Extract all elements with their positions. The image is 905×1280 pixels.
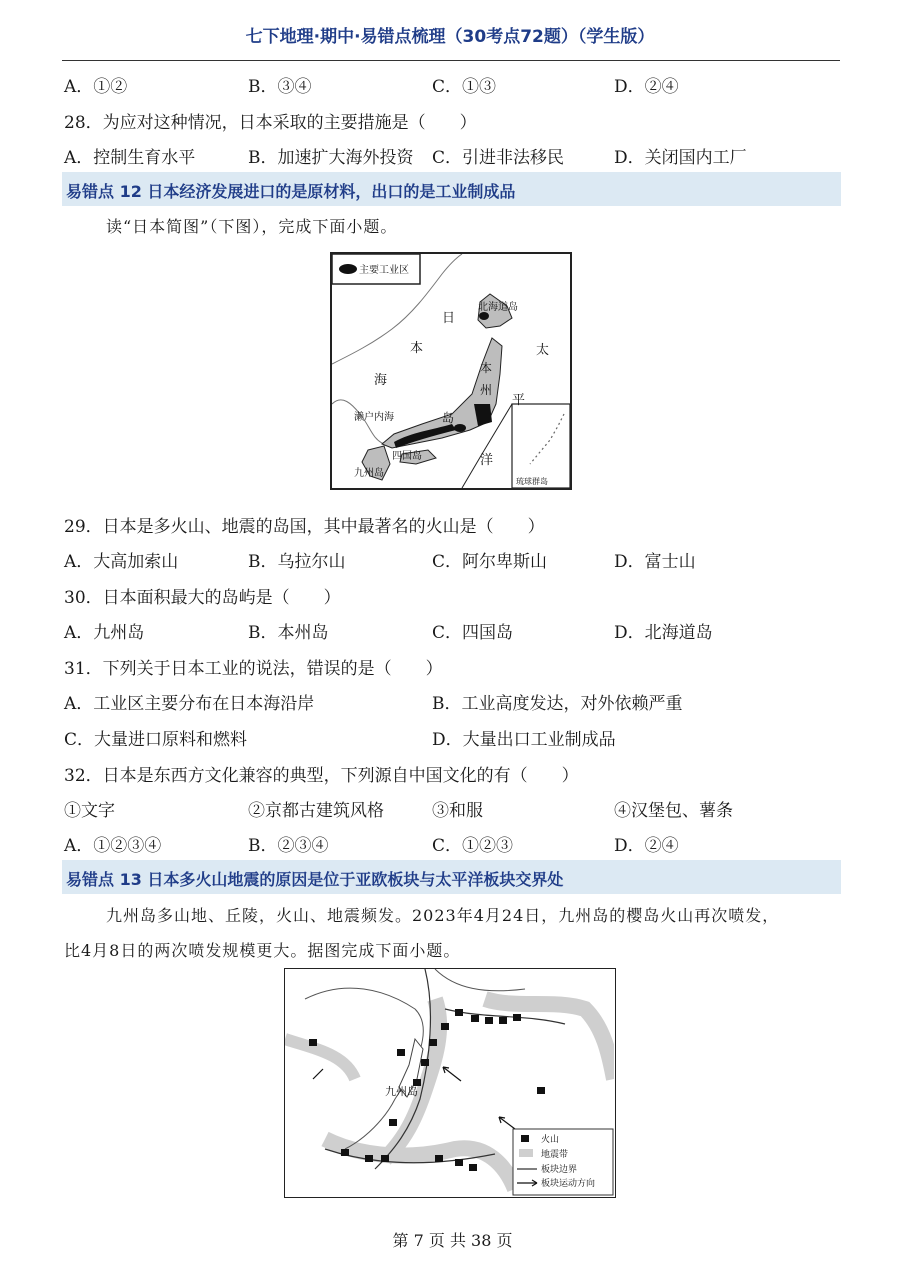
q30-stem: 30．日本面积最大的岛屿是（ ） <box>64 588 341 608</box>
legend-label: 主要工业区 <box>359 265 409 276</box>
q32-item-4: ④汉堡包、薯条 <box>614 801 733 821</box>
label-tai: 太 <box>536 343 550 358</box>
volcano-marker <box>365 1155 373 1162</box>
q29-stem: 29．日本是多火山、地震的岛国，其中最著名的火山是（ ） <box>64 517 545 537</box>
volcano-marker <box>389 1119 397 1126</box>
q29-option-c: C．阿尔卑斯山 <box>432 552 548 572</box>
q31-stem: 31．下列关于日本工业的说法，错误的是（ ） <box>64 659 443 679</box>
japan-map <box>332 254 570 488</box>
section-12-intro: 读“日本简图”（下图），完成下面小题。 <box>106 217 398 236</box>
q28-stem: 28．为应对这种情况，日本采取的主要措施是（ ） <box>64 113 477 133</box>
section-12-heading: 易错点 12 日本经济发展进口的是原材料，出口的是工业制成品 <box>62 172 841 206</box>
label-ben: 本 <box>410 341 424 356</box>
q27-option-c: C．①③ <box>432 77 497 97</box>
volcano-marker <box>397 1049 405 1056</box>
motion-arrow <box>499 1117 515 1129</box>
q30-option-b: B．本州岛 <box>248 623 329 643</box>
volcano-marker <box>485 1017 493 1024</box>
plate-map-figure <box>284 968 616 1198</box>
q28-option-b: B．加速扩大海外投资 <box>248 148 414 168</box>
q31-option-c: C．大量进口原料和燃料 <box>64 730 248 750</box>
motion-arrow <box>313 1069 323 1079</box>
q27-option-b: B．③④ <box>248 77 312 97</box>
north-coast <box>435 969 525 991</box>
q29-option-b: B．乌拉尔山 <box>248 552 346 572</box>
q30-option-c: C．四国岛 <box>432 623 514 643</box>
label-hai: 海 <box>374 373 388 388</box>
earthquake-belt-aleutian <box>485 999 614 1079</box>
volcano-marker <box>309 1039 317 1046</box>
q32-item-3: ③和服 <box>432 801 483 821</box>
volcano-marker <box>341 1149 349 1156</box>
legend-plate-motion: 板块运动方向 <box>541 1179 596 1189</box>
legend-volcano: 火山 <box>541 1135 560 1145</box>
plate-map <box>285 969 614 1196</box>
header-divider <box>62 60 840 61</box>
section-13-heading: 易错点 13 日本多火山地震的原因是位于亚欧板块与太平洋板块交界处 <box>62 860 841 894</box>
q27-option-d: D．②④ <box>614 77 679 97</box>
volcano-marker <box>381 1155 389 1162</box>
label-kyushu: 九州岛 <box>354 468 384 479</box>
page-number: 第 7 页 共 38 页 <box>392 1231 513 1250</box>
volcano-marker <box>537 1087 545 1094</box>
q32-option-b: B．②③④ <box>248 836 329 856</box>
chukyo-industrial-zone <box>454 424 466 432</box>
q28-option-a: A．控制生育水平 <box>64 148 196 168</box>
q31-option-b: B．工业高度发达，对外依赖严重 <box>432 694 683 714</box>
q28-option-d: D．关闭国内工厂 <box>614 148 747 168</box>
legend-plate-boundary: 板块边界 <box>541 1165 578 1175</box>
earthquake-belt-west <box>285 1039 355 1079</box>
volcano-marker <box>499 1017 507 1024</box>
q32-option-d: D．②④ <box>614 836 679 856</box>
q28-option-c: C．引进非法移民 <box>432 148 565 168</box>
legend-belt-icon <box>519 1149 533 1157</box>
label-ping: 平 <box>512 393 526 408</box>
q31-option-a: A．工业区主要分布在日本海沿岸 <box>64 694 315 714</box>
label-setonaikai: 濑户内海 <box>354 412 394 423</box>
label-shikoku: 四国岛 <box>392 451 422 462</box>
section-13-para-1: 九州岛多山地、丘陵，火山、地震频发。2023年4月24日，九州岛的樱岛火山再次喷发， <box>106 906 780 925</box>
legend-volcano-icon <box>521 1135 529 1142</box>
q32-option-a: A．①②③④ <box>64 836 162 856</box>
volcano-marker <box>429 1039 437 1046</box>
label-ri: 日 <box>442 311 456 326</box>
volcano-marker <box>421 1059 429 1066</box>
label-honshu-zhou: 州 <box>480 383 493 397</box>
q30-option-a: A．九州岛 <box>64 623 145 643</box>
volcano-marker <box>471 1015 479 1022</box>
legend-earthquake-belt: 地震带 <box>541 1150 569 1160</box>
arrow-head <box>499 1117 505 1123</box>
japan-map-figure <box>330 252 572 490</box>
label-honshu-ben: 本 <box>480 361 493 375</box>
motion-arrow <box>443 1067 461 1081</box>
label-hokkaido: 北海道岛 <box>478 302 518 313</box>
label-ryukyu: 琉球群岛 <box>516 477 548 486</box>
q32-item-2: ②京都古建筑风格 <box>248 801 384 821</box>
hokkaido-industrial-zone <box>479 312 489 320</box>
q31-option-d: D．大量出口工业制成品 <box>432 730 616 750</box>
q27-option-a: A．①② <box>64 77 128 97</box>
q32-stem: 32．日本是东西方文化兼容的典型，下列源自中国文化的有（ ） <box>64 766 579 786</box>
label-kyushu-island: 九州岛 <box>385 1085 418 1098</box>
volcano-marker <box>455 1009 463 1016</box>
ryukyu-inset <box>512 404 570 488</box>
q30-option-d: D．北海道岛 <box>614 623 713 643</box>
volcano-marker <box>455 1159 463 1166</box>
q32-item-1: ①文字 <box>64 801 115 821</box>
label-honshu-dao: 岛 <box>442 411 455 425</box>
volcano-marker <box>435 1155 443 1162</box>
section-13-para-2: 比4月8日的两次喷发规模更大。据图完成下面小题。 <box>64 941 461 960</box>
industrial-zone-legend-icon <box>339 264 357 274</box>
page-header: 七下地理·期中·易错点梳理（30考点72题）（学生版） <box>245 27 655 47</box>
volcano-marker <box>469 1164 477 1171</box>
earthquake-belt-south <box>325 1139 515 1189</box>
q29-option-d: D．富士山 <box>614 552 696 572</box>
q29-option-a: A．大高加索山 <box>64 552 179 572</box>
volcano-marker <box>441 1023 449 1030</box>
label-yang: 洋 <box>480 453 494 468</box>
q32-option-c: C．①②③ <box>432 836 514 856</box>
volcano-marker <box>513 1014 521 1021</box>
